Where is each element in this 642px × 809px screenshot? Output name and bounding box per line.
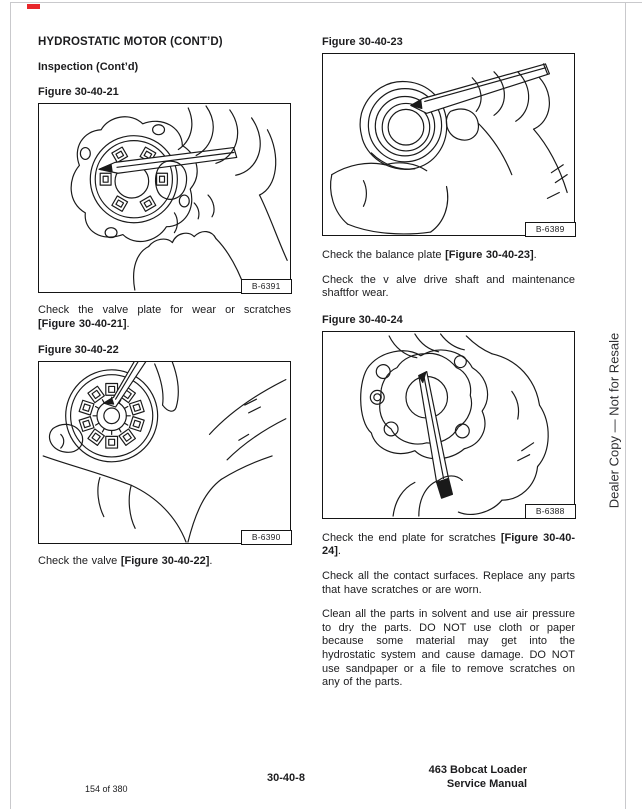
figure-reference: [Figure 30-40-24] [322,531,575,558]
figure-30-40-24 [322,331,575,519]
figure-caption-30-40-24: Figure 30-40-24 [322,313,403,326]
paragraph-text: Check the valve [38,555,121,568]
figure-caption-30-40-22: Figure 30-40-22 [38,344,119,357]
subsection-title: Inspection (Cont’d) [38,61,139,73]
paragraph-text: . [533,249,537,261]
photo-id-label: B-6388 [525,504,576,519]
paragraph-check-valve-plate [38,304,291,331]
section-title: HYDROSTATIC MOTOR (CONT’D) [38,36,223,48]
photo-id-label: B-6389 [525,222,576,237]
valve-inspection-illustration [39,362,290,543]
manual-title-line1: 463 Bobcat Loader [428,764,527,776]
scan-border-left [10,2,11,809]
paragraph-check-valve [38,555,291,569]
paragraph-text: Check the balance plate [322,249,446,261]
figure-caption-30-40-23: Figure 30-40-23 [322,36,403,48]
manual-title-line2: Service Manual [446,777,527,790]
paragraph-text: Check the valve plate for wear or scratches [38,304,291,316]
figure-30-40-23 [322,53,575,236]
figure-reference: [Figure 30-40-22] [120,555,210,568]
dealer-copy-watermark: Dealer Copy — Not for Resale [606,332,622,509]
manual-title [429,764,527,791]
figure-30-40-21 [38,103,291,293]
photo-id-label: B-6390 [241,530,292,545]
figure-reference: [Figure 30-40-23] [445,249,534,261]
paragraph-contact-surfaces: Check all the contact surfaces. Replace any parts that have scratches or are worn. [322,569,575,596]
paragraph-text: . [209,555,213,568]
end-plate-inspection-illustration [323,332,574,518]
figure-reference: [Figure 30-40-21] [38,317,127,330]
scan-border-right [625,2,626,809]
figure-30-40-22 [38,361,291,544]
figure-caption-30-40-21: Figure 30-40-21 [38,86,119,98]
paragraph-text: Check the end plate for scratches [322,531,501,544]
paragraph-check-drive-shaft: Check the v alve drive shaft and maintenance shaftfor wear. [322,273,575,300]
scan-red-mark [27,4,40,9]
paragraph-text: . [126,317,130,330]
paragraph-cleaning-instructions: Clean all the parts in solvent and use air pressure to dry the parts. DO NOT use cloth or paper because some material may get into the hydrostatic system and cause damage. DO NOT use sandpaper or a file to remove scratches on any of the parts. [322,608,575,689]
section-page-number: 30-40-8 [267,772,305,784]
scan-border-top [10,2,642,3]
valve-plate-inspection-illustration [39,104,290,292]
sheet-number: 154 of 380 [85,784,128,794]
paragraph-check-end-plate [322,532,575,559]
photo-id-label: B-6391 [241,279,292,294]
left-column [38,36,291,569]
paragraph-text: . [337,545,341,558]
balance-plate-inspection-illustration [323,54,574,235]
paragraph-check-balance-plate [322,249,575,263]
right-column [322,36,575,690]
